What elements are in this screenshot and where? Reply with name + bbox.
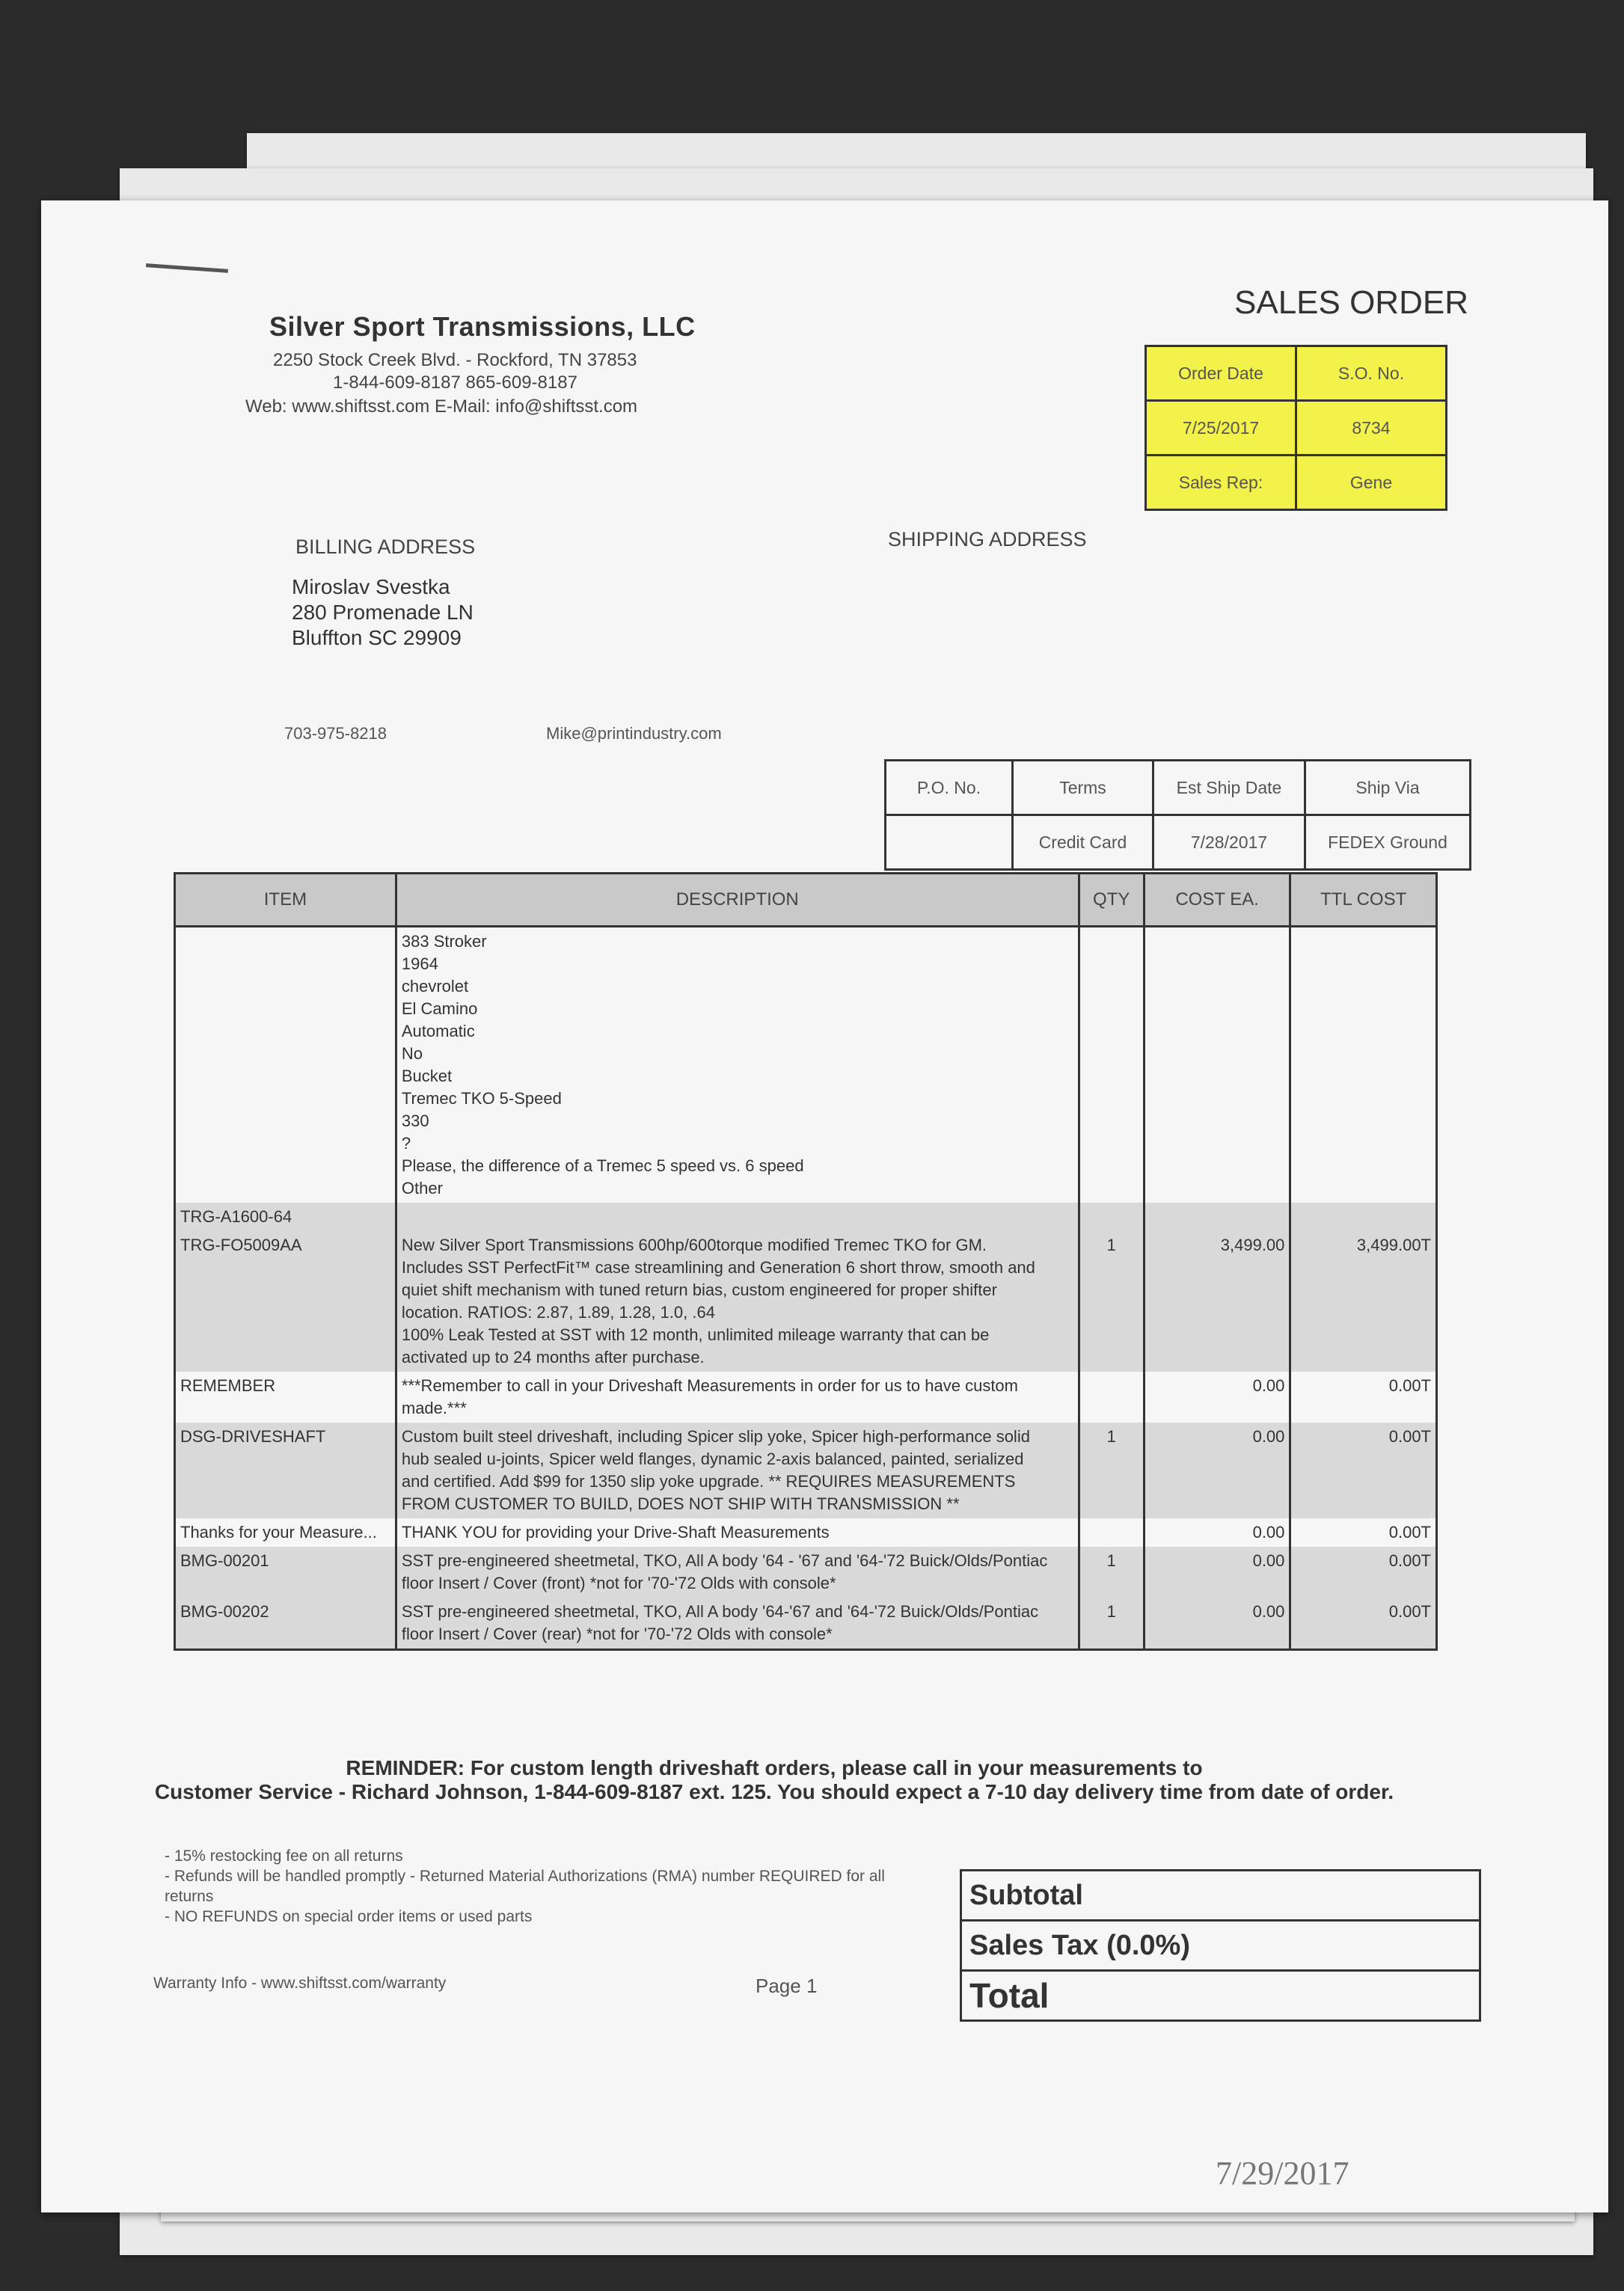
description-line: hub sealed u-joints, Spicer weld flanges, dynamic 2-axis balanced, painted, serialized [401, 1450, 1024, 1468]
terms-value: Credit Card [1013, 815, 1153, 870]
total-cost-cell: 0.00T [1290, 1372, 1437, 1423]
qty-cell: 1 [1079, 1423, 1144, 1518]
description-cell [396, 1598, 1079, 1650]
description-line: Automatic [401, 1022, 475, 1040]
cost-each-cell: 0.00 [1144, 1518, 1290, 1547]
description-line: location. RATIOS: 2.87, 1.89, 1.28, 1.0, .64 [401, 1303, 715, 1322]
description-line: ? [401, 1134, 411, 1153]
description-line: floor Insert / Cover (rear) *not for '70-'72 Olds with console* [401, 1625, 833, 1643]
order-date-value: 7/25/2017 [1146, 401, 1296, 456]
description-line: 100% Leak Tested at SST with 12 month, unlimited mileage warranty that can be [401, 1325, 990, 1344]
description-line: FROM CUSTOMER TO BUILD, DOES NOT SHIP WITH TRANSMISSION ** [401, 1494, 960, 1513]
cost-each-cell: 0.00 [1144, 1598, 1290, 1650]
line-items-table [174, 872, 1438, 1651]
billing-email: Mike@printindustry.com [546, 724, 722, 743]
policy-restocking: - 15% restocking fee on all returns [165, 1847, 403, 1865]
qty-column-header: QTY [1079, 874, 1144, 927]
est-ship-date-value: 7/28/2017 [1153, 815, 1305, 870]
description-line: chevrolet [401, 977, 469, 996]
item-column-header: ITEM [175, 874, 396, 927]
total-cost-cell [1290, 1203, 1437, 1231]
company-address: 2250 Stock Creek Blvd. - Rockford, TN 37853 [273, 350, 637, 370]
total-cost-cell: 0.00T [1290, 1598, 1437, 1650]
table-row [175, 1423, 1437, 1518]
description-line: Tremec TKO 5-Speed [401, 1089, 562, 1108]
so-no-value: 8734 [1296, 401, 1447, 456]
billing-address-label: BILLING ADDRESS [295, 536, 476, 558]
qty-cell [1079, 1203, 1144, 1231]
ship-via-value: FEDEX Ground [1305, 815, 1471, 870]
qty-cell: 1 [1079, 1547, 1144, 1598]
description-line: Bucket [401, 1067, 453, 1085]
policy-refunds: - Refunds will be handled promptly - Returned Material Authorizations (RMA) number REQUIRED for all returns [165, 1868, 885, 1905]
billing-street: 280 Promenade LN [292, 601, 474, 624]
description-line: Includes SST PerfectFit™ case streamlining and Generation 6 short throw, smooth and [401, 1258, 1035, 1277]
description-line: 383 Stroker [401, 932, 487, 951]
description-cell [396, 1518, 1079, 1547]
item-code-cell: REMEMBER [175, 1372, 396, 1423]
item-code-cell: DSG-DRIVESHAFT [175, 1423, 396, 1518]
item-code-cell: TRG-A1600-64 [175, 1203, 396, 1231]
qty-cell: 1 [1079, 1231, 1144, 1372]
description-cell [396, 1203, 1079, 1231]
total-label: Total [961, 1971, 1480, 2021]
description-cell [396, 1372, 1079, 1423]
description-line: quiet shift mechanism with tuned return bias, custom engineered for proper shifter [401, 1281, 997, 1299]
item-code-cell: BMG-00202 [175, 1598, 396, 1650]
description-line: No [401, 1044, 423, 1063]
order-info-table [1145, 345, 1447, 511]
description-line: made.*** [401, 1399, 467, 1417]
company-web-email: Web: www.shiftsst.com E-Mail: info@shiftsst.com [245, 396, 638, 417]
total-cost-cell [1290, 927, 1437, 1203]
qty-cell [1079, 927, 1144, 1203]
cost-each-cell: 3,499.00 [1144, 1231, 1290, 1372]
description-cell [396, 927, 1079, 1203]
total-cost-cell: 3,499.00T [1290, 1231, 1437, 1372]
total-cost-cell: 0.00T [1290, 1547, 1437, 1598]
table-row [175, 1372, 1437, 1423]
description-line: floor Insert / Cover (front) *not for '70-'72 Olds with console* [401, 1574, 836, 1592]
description-line: 1964 [401, 954, 438, 973]
total-cost-column-header: TTL COST [1290, 874, 1437, 927]
company-phones: 1-844-609-8187 865-609-8187 [333, 372, 577, 393]
shipping-address-label: SHIPPING ADDRESS [888, 528, 1087, 550]
order-date-label: Order Date [1146, 346, 1296, 401]
item-code-cell: Thanks for your Measure... [175, 1518, 396, 1547]
subtotal-label: Subtotal [961, 1871, 1480, 1921]
cost-each-cell: 0.00 [1144, 1423, 1290, 1518]
description-cell [396, 1423, 1079, 1518]
line-items-body [175, 927, 1437, 1650]
est-ship-date-header: Est Ship Date [1153, 761, 1305, 815]
terms-header: Terms [1013, 761, 1153, 815]
total-cost-cell: 0.00T [1290, 1518, 1437, 1547]
description-column-header: DESCRIPTION [396, 874, 1079, 927]
description-line: SST pre-engineered sheetmetal, TKO, All A body '64-'67 and '64-'72 Buick/Olds/Pontiac [401, 1602, 1039, 1621]
bottom-date: 7/29/2017 [1216, 2155, 1349, 2192]
so-no-label: S.O. No. [1296, 346, 1447, 401]
return-policy [165, 1846, 935, 1927]
pen-mark-icon [146, 263, 228, 273]
cost-each-cell [1144, 1203, 1290, 1231]
policy-no-refunds: - NO REFUNDS on special order items or used parts [165, 1908, 533, 1925]
po-no-header: P.O. No. [886, 761, 1013, 815]
table-row [175, 1547, 1437, 1598]
table-row [175, 927, 1437, 1203]
page-title: SALES ORDER [1234, 284, 1468, 321]
item-code-cell [175, 927, 396, 1203]
company-name: Silver Sport Transmissions, LLC [269, 311, 696, 342]
warranty-info: Warranty Info - www.shiftsst.com/warranty [153, 1975, 447, 1992]
cost-each-cell: 0.00 [1144, 1547, 1290, 1598]
description-line: THANK YOU for providing your Drive-Shaft Measurements [401, 1523, 830, 1542]
cost-each-column-header: COST EA. [1144, 874, 1290, 927]
sales-rep-value: Gene [1296, 456, 1447, 510]
sales-order-page [41, 200, 1608, 2212]
sales-tax-label: Sales Tax (0.0%) [961, 1921, 1480, 1971]
total-cost-cell: 0.00T [1290, 1423, 1437, 1518]
qty-cell: 1 [1079, 1598, 1144, 1650]
description-cell [396, 1231, 1079, 1372]
page-number: Page 1 [756, 1975, 818, 1997]
description-line: Custom built steel driveshaft, including Spicer slip yoke, Spicer high-performance solid [401, 1427, 1030, 1446]
ship-via-header: Ship Via [1305, 761, 1471, 815]
billing-phone: 703-975-8218 [284, 724, 387, 743]
description-cell [396, 1547, 1079, 1598]
description-line: SST pre-engineered sheetmetal, TKO, All A body '64 - '67 and '64-'72 Buick/Olds/Pontiac [401, 1551, 1048, 1570]
table-row [175, 1518, 1437, 1547]
description-line: and certified. Add $99 for 1350 slip yoke upgrade. ** REQUIRES MEASUREMENTS [401, 1472, 1016, 1491]
item-code-cell: TRG-FO5009AA [175, 1231, 396, 1372]
description-line: El Camino [401, 999, 478, 1018]
terms-table [884, 759, 1471, 871]
description-line: Please, the difference of a Tremec 5 speed vs. 6 speed [401, 1156, 804, 1175]
qty-cell [1079, 1372, 1144, 1423]
description-line: 330 [401, 1111, 429, 1130]
description-line: activated up to 24 months after purchase. [401, 1348, 705, 1367]
description-line: New Silver Sport Transmissions 600hp/600torque modified Tremec TKO for GM. [401, 1236, 987, 1254]
reminder-line-1: REMINDER: For custom length driveshaft orders, please call in your measurements to [346, 1756, 1203, 1779]
cost-each-cell [1144, 927, 1290, 1203]
item-code-cell: BMG-00201 [175, 1547, 396, 1598]
table-row [175, 1203, 1437, 1231]
description-line: Other [401, 1179, 443, 1197]
description-line: ***Remember to call in your Driveshaft Measurements in order for us to have custom [401, 1376, 1018, 1395]
po-no-value [886, 815, 1013, 870]
sales-rep-label: Sales Rep: [1146, 456, 1296, 510]
billing-address-block [292, 574, 474, 651]
billing-name: Miroslav Svestka [292, 575, 450, 598]
table-row [175, 1231, 1437, 1372]
reminder-line-2: Customer Service - Richard Johnson, 1-844-609-8187 ext. 125. You should expect a 7-10 day delivery time from date of order. [154, 1780, 1394, 1803]
billing-city: Bluffton SC 29909 [292, 626, 462, 649]
table-row [175, 1598, 1437, 1650]
cost-each-cell: 0.00 [1144, 1372, 1290, 1423]
reminder-note [86, 1756, 1462, 1804]
qty-cell [1079, 1518, 1144, 1547]
totals-table [960, 1869, 1481, 2022]
